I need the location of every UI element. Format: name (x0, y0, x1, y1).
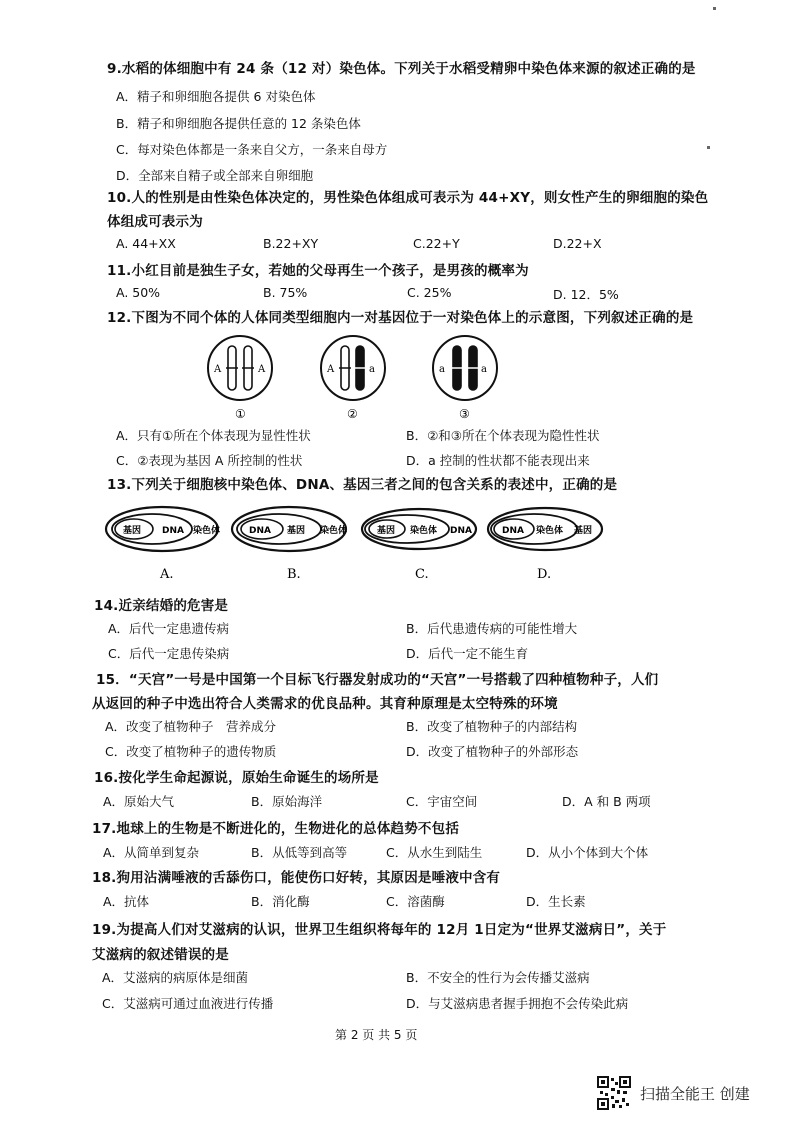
q13-diagram-c (362, 509, 476, 582)
q13-a-middle: DNA (162, 526, 184, 536)
q14-stem: 14.近亲结婚的危害是 (94, 598, 229, 614)
q13-b-middle: 基因 (287, 526, 306, 536)
q13-b-outer: 染色体 (320, 526, 348, 536)
q11-option-b: B. 75% (263, 285, 308, 300)
q14-option-d: D．后代一定不能生育 (406, 646, 529, 661)
q10-stem-line1: 10.人的性别是由性染色体决定的，男性染色体组成可表示为 44+XY，则女性产生的卵细胞的染色 (107, 190, 709, 206)
q12-option-d: D．a 控制的性状都不能表现出来 (406, 453, 590, 468)
q12-cell-1 (208, 336, 272, 400)
q12-chromosome-figure (195, 330, 515, 425)
q14-option-c: C．后代一定患传染病 (108, 646, 230, 661)
q17-option-c: C．从水生到陆生 (386, 845, 483, 860)
q14-option-b: B．后代患遗传病的可能性增大 (406, 621, 578, 636)
q18-option-c: C．溶菌酶 (386, 894, 445, 909)
q9-option-c: C．每对染色体都是一条来自父方，一条来自母方 (116, 142, 388, 157)
q9-option-d: D．全部来自精子或全部来自卵细胞 (116, 168, 314, 183)
q13-diagram-d (488, 508, 602, 582)
q9-stem: 9.水稻的体细胞中有 24 条（12 对）染色体。下列关于水稻受精卵中染色体来源的叙述正确的是 (107, 61, 696, 77)
q10-option-b: B.22+XY (263, 236, 319, 251)
q13-c-middle: 染色体 (410, 526, 438, 536)
q13-c-outer: DNA (450, 526, 472, 536)
q12-cell-1-label: ① (235, 407, 246, 421)
page-footer: 第 2 页 共 5 页 (335, 1028, 418, 1042)
q19-option-d: D．与艾滋病患者握手拥抱不会传染此病 (406, 996, 629, 1011)
q13-diagram-b (232, 507, 347, 582)
q13-a-label: A. (160, 567, 174, 582)
q12-cell-1-left-gene: A (214, 364, 222, 375)
q12-cell-2 (321, 336, 385, 400)
q12-stem: 12.下图为不同个体的人体同类型细胞内一对基因位于一对染色体上的示意图，下列叙述正确的是 (107, 310, 694, 326)
q10-option-a: A. 44+XX (116, 236, 176, 251)
q14-option-a: A．后代一定患遗传病 (108, 621, 230, 636)
q13-c-inner: 基因 (377, 526, 396, 536)
q15-option-b: B．改变了植物种子的内部结构 (406, 719, 578, 734)
q18-option-d: D．生长素 (526, 894, 586, 909)
q15-option-c: C．改变了植物种子的遗传物质 (105, 744, 277, 759)
q18-stem: 18.狗用沾满唾液的舌舔伤口，能使伤口好转，其原因是唾液中含有 (92, 870, 501, 886)
q12-option-a: A．只有①所在个体表现为显性性状 (116, 428, 311, 443)
q10-option-c: C.22+Y (413, 236, 460, 251)
q15-option-a: A．改变了植物种子 营养成分 (105, 719, 277, 734)
q16-option-c: C．宇宙空间 (406, 794, 478, 809)
q9-option-a: A．精子和卵细胞各提供 6 对染色体 (116, 89, 316, 104)
q16-stem: 16.按化学生命起源说，原始生命诞生的场所是 (94, 770, 379, 786)
q10-option-d: D.22+X (553, 236, 602, 251)
q12-cell-2-label: ② (347, 407, 358, 421)
q15-option-d: D．改变了植物种子的外部形态 (406, 744, 579, 759)
qr-code-icon (597, 1076, 631, 1110)
q12-option-c: C．②表现为基因 A 所控制的性状 (116, 453, 303, 468)
q12-cell-3-right-gene: a (481, 364, 487, 375)
q13-b-inner: DNA (249, 526, 271, 536)
q11-stem: 11.小红目前是独生子女，若她的父母再生一个孩子，是男孩的概率为 (107, 263, 529, 279)
scanner-watermark: 扫描全能王 创建 (640, 1085, 750, 1103)
q17-option-b: B．从低等到高等 (251, 845, 348, 860)
q19-option-c: C．艾滋病可通过血液进行传播 (102, 996, 274, 1011)
q13-diagram-a (106, 507, 220, 582)
q17-stem: 17.地球上的生物是不断进化的，生物进化的总体趋势不包括 (92, 821, 460, 837)
q11-option-c: C. 25% (407, 285, 452, 300)
q19-option-b: B．不安全的性行为会传播艾滋病 (406, 970, 590, 985)
q13-d-label: D. (537, 567, 552, 582)
q17-option-d: D．从小个体到大个体 (526, 845, 649, 860)
q19-stem-line2: 艾滋病的叙述错误的是 (92, 947, 229, 963)
q13-d-outer: 基因 (574, 526, 593, 536)
q13-c-label: C. (415, 567, 429, 582)
q15-stem-line1: 15．“天宫”一号是中国第一个目标飞行器发射成功的“天宫”一号搭载了四种植物种子，人们 (96, 672, 659, 688)
q12-cell-2-left-gene: A (327, 364, 335, 375)
q11-option-a: A. 50% (116, 285, 161, 300)
q9-option-b: B．精子和卵细胞各提供任意的 12 条染色体 (116, 116, 361, 131)
q18-option-a: A．抗体 (103, 894, 150, 909)
scan-speck (713, 7, 716, 10)
q12-cell-3 (433, 336, 497, 400)
q13-venn-figure (104, 505, 614, 585)
q12-cell-2-right-gene: a (369, 364, 375, 375)
q19-option-a: A．艾滋病的病原体是细菌 (102, 970, 249, 985)
q13-b-label: B. (287, 567, 301, 582)
q12-cell-3-left-gene: a (439, 364, 445, 375)
q13-d-inner: DNA (502, 526, 524, 536)
q13-d-middle: 染色体 (536, 526, 564, 536)
q11-option-d: D. 12．5% (553, 287, 619, 302)
q13-a-inner: 基因 (123, 526, 142, 536)
q16-option-b: B．原始海洋 (251, 794, 323, 809)
q12-option-b: B．②和③所在个体表现为隐性性状 (406, 428, 600, 443)
q15-stem-line2: 从返回的种子中选出符合人类需求的优良品种。其育种原理是太空特殊的环境 (92, 696, 558, 712)
q10-stem-line2: 体组成可表示为 (107, 214, 203, 230)
scan-speck (707, 146, 710, 149)
q16-option-a: A．原始大气 (103, 794, 175, 809)
q12-cell-3-label: ③ (459, 407, 470, 421)
q16-option-d: D．A 和 B 两项 (562, 794, 651, 809)
q13-a-outer: 染色体 (193, 526, 221, 536)
q19-stem-line1: 19.为提高人们对艾滋病的认识，世界卫生组织将每年的 12月 1日定为“世界艾滋病日”，关于 (92, 922, 667, 938)
q18-option-b: B．消化酶 (251, 894, 310, 909)
q17-option-a: A．从简单到复杂 (103, 845, 200, 860)
q12-cell-1-right-gene: A (258, 364, 266, 375)
q13-stem: 13.下列关于细胞核中染色体、DNA、基因三者之间的包含关系的表述中，正确的是 (107, 477, 618, 493)
